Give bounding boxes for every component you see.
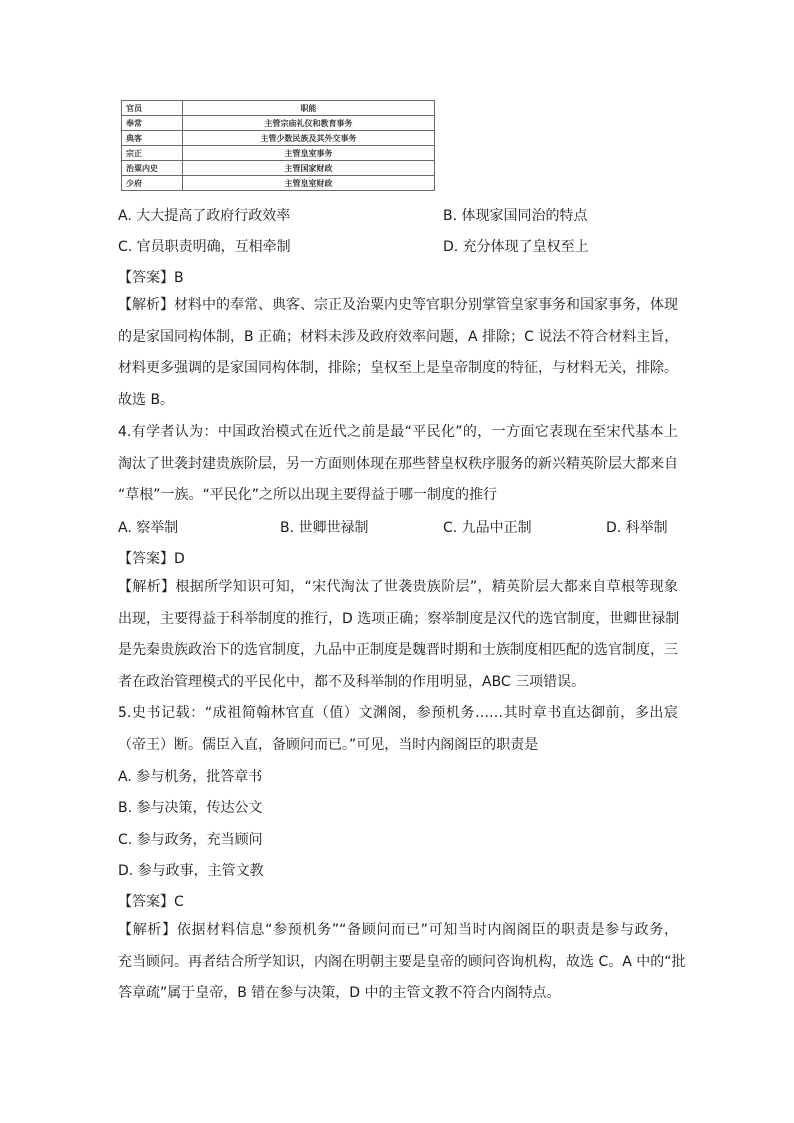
- analysis-line: 材料更多强调的是家国同构体制，排除；皇权至上是皇帝制度的特征，与材料无关，排除。: [118, 360, 678, 376]
- table-cell: 治粟内史: [122, 161, 183, 176]
- table-row: [122, 131, 435, 146]
- q3-option-c: C. 官员职责明确，互相牵制: [118, 239, 291, 255]
- table-cell: 主管皇室事务: [183, 146, 435, 161]
- analysis-line: 【解析】材料中的奉常、典客、宗正及治粟内史等官职分别掌管皇家事务和国家事务，体现: [118, 297, 678, 313]
- analysis-line: 充当顾问。再者结合所学知识，内阁在明朝主要是皇帝的顾问咨询机构，故选 C。A 中的“批: [118, 953, 686, 970]
- table-cell: 典客: [122, 131, 183, 146]
- q3-option-d: D. 充分体现了皇权至上: [443, 239, 589, 255]
- q4-option-d: D. 科举制: [606, 520, 668, 536]
- table-cell: 主管少数民族及其外交事务: [183, 131, 435, 146]
- q5-option-d: D. 参与政事，主管文教: [118, 863, 264, 879]
- table-row: [122, 116, 435, 131]
- q5-option-b: B. 参与决策，传达公文: [118, 800, 263, 816]
- table-cell: 少府: [122, 176, 183, 191]
- q4-stem: [118, 417, 678, 512]
- stem-line: （帝王）断。儒臣入直，备顾问而已。”可见，当时内阁阁臣的职责是: [118, 736, 539, 753]
- table-cell: 宗正: [122, 146, 183, 161]
- analysis-line: 出现，主要得益于科举制度的推行，D 选项正确；察举制度是汉代的选官制度，世卿世禄制: [118, 610, 680, 627]
- q4-option-b: B. 世卿世禄制: [280, 520, 369, 536]
- q5-analysis: [118, 915, 686, 1010]
- q3-answer: 【答案】B: [118, 270, 184, 286]
- table-header-cell: 官员: [122, 101, 183, 116]
- stem-line: 淘汰了世袭封建贵族阶层，另一方面则体现在那些替皇权秩序服务的新兴精英阶层大都来自: [118, 455, 678, 472]
- table-row: [122, 176, 435, 191]
- analysis-line: 者在政治管理模式的平民化中，都不及科举制的作用明显，ABC 三项错误。: [118, 673, 586, 690]
- q5-option-c: C. 参与政务，充当顾问: [118, 832, 263, 848]
- officials-table: [121, 100, 435, 191]
- q5-option-a: A. 参与机务，批答章书: [118, 769, 263, 785]
- q3-option-a: A. 大大提高了政府行政效率: [118, 208, 291, 224]
- stem-line: 5.史书记载：“成祖简翰林官直（值）文渊阁，参预机务……其时章书直达御前，多出宸: [118, 705, 678, 721]
- analysis-line: 是先秦贵族政治下的选官制度，九品中正制度是魏晋时期和士族制度相匹配的选官制度，三: [118, 642, 678, 658]
- analysis-line: 【解析】根据所学知识可知，“宋代淘汰了世袭贵族阶层”，精英阶层大都来自草根等现象: [118, 579, 678, 595]
- table-header-row: [122, 101, 435, 116]
- q4-analysis: [118, 572, 678, 698]
- q4-option-c: C. 九品中正制: [443, 520, 532, 536]
- analysis-line: 答章疏”属于皇帝，B 错在参与决策，D 中的主管文教不符合内阁特点。: [118, 985, 561, 1001]
- table-cell: 主管国家财政: [183, 161, 435, 176]
- table-cell: 奉常: [122, 116, 183, 131]
- analysis-line: 的是家国同构体制，B 正确；材料未涉及政府效率问题，A 排除；C 说法不符合材料主旨，: [118, 328, 679, 345]
- q5-answer: 【答案】C: [118, 894, 184, 910]
- stem-line: 4.有学者认为：中国政治模式在近代之前是最“平民化”的，一方面它表现在至宋代基本上: [118, 424, 678, 440]
- table-header-cell: 职能: [183, 101, 435, 116]
- analysis-line: 【解析】依据材料信息“参预机务”“备顾问而已”可知当时内阁阁臣的职责是参与政务，: [118, 922, 678, 938]
- q3-analysis: [118, 290, 678, 416]
- table-cell: 主管宗庙礼仪和教育事务: [183, 116, 435, 131]
- q4-answer: 【答案】D: [118, 551, 185, 567]
- q4-option-a: A. 察举制: [118, 520, 179, 536]
- analysis-line: 故选 B。: [118, 391, 175, 408]
- table-row: [122, 161, 435, 176]
- q5-stem: [118, 698, 678, 761]
- table-row: [122, 146, 435, 161]
- q3-option-b: B. 体现家国同治的特点: [443, 208, 588, 224]
- stem-line: “草根”一族。“平民化”之所以出现主要得益于哪一制度的推行: [118, 487, 498, 503]
- table-cell: 主管皇室财政: [183, 176, 435, 191]
